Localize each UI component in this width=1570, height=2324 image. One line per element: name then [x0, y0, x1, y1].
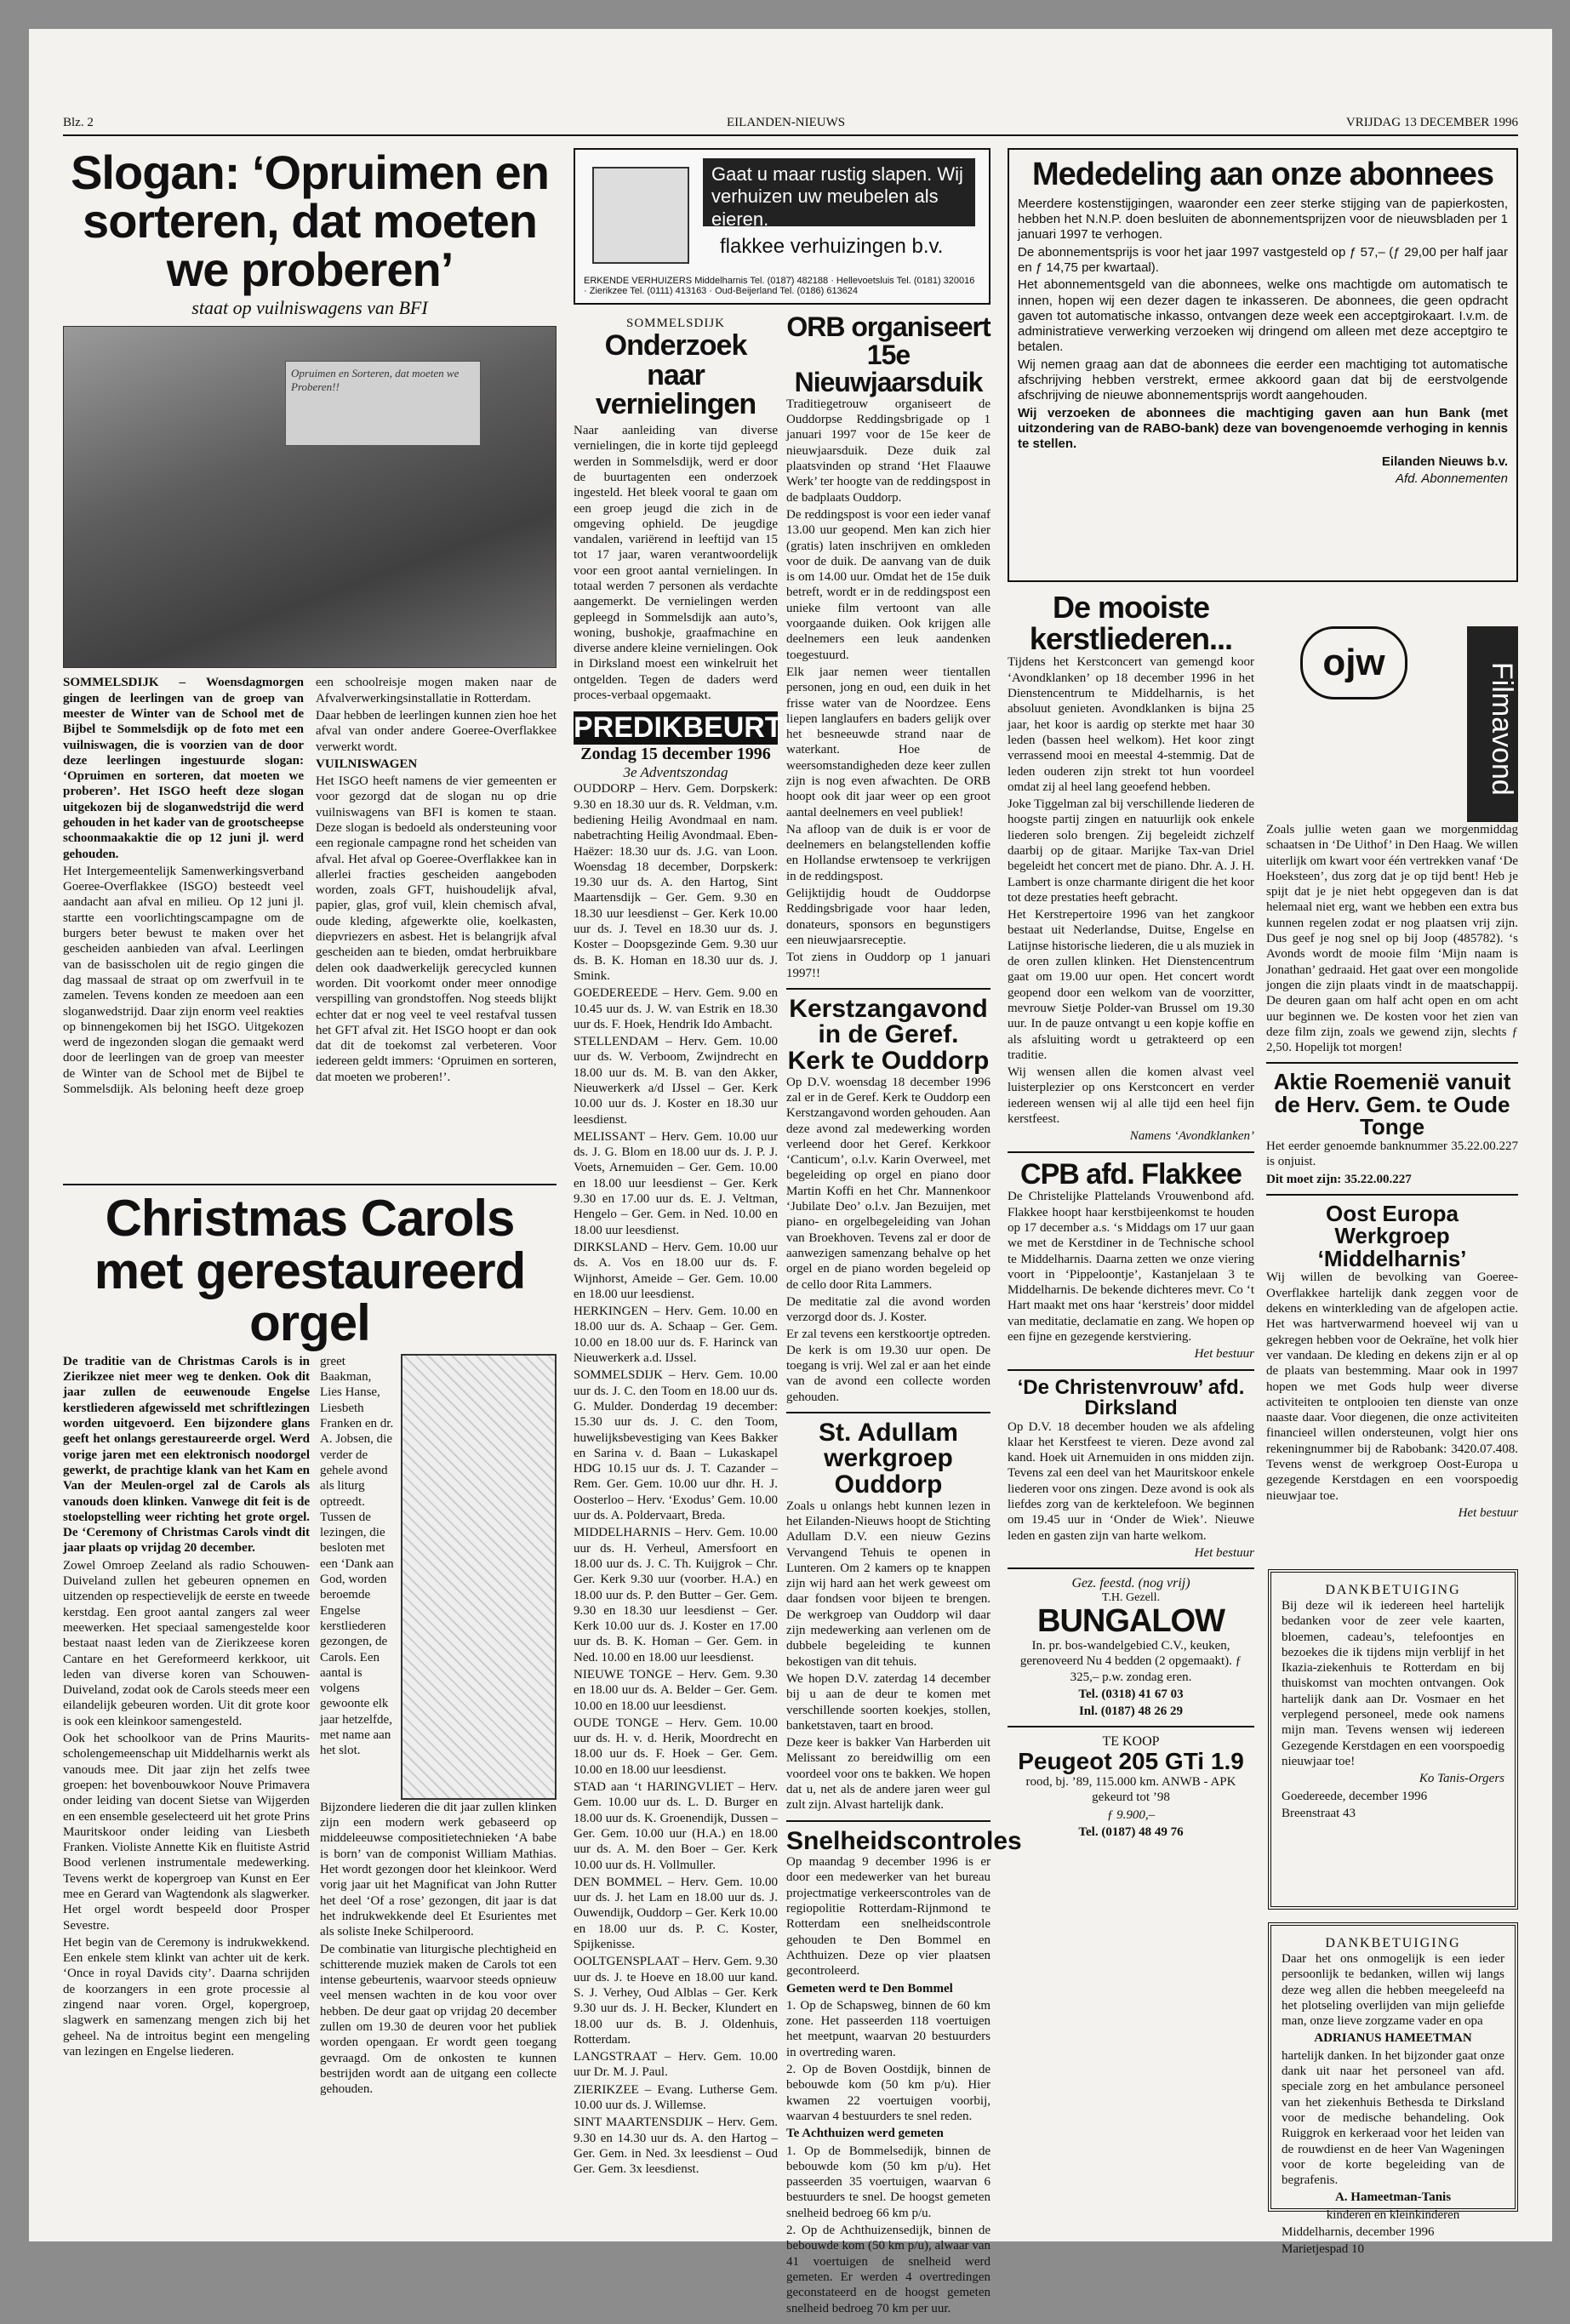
list-item: ZIERIKZEE – Evang. Lutherse Gem. 10.00 uur ds. J. Willemse. [574, 2082, 778, 2112]
snelheid-item: 1. Op de Schapsweg, binnen de 60 km zone. Het passeerden 118 voertuigen het meetpunt, waarvan 20 bestuurders in overtreding waren. [786, 1998, 991, 2059]
list-item: DEN BOMMEL – Herv. Gem. 10.00 uur ds. J. het Lam en 18.00 uur ds. J. Ouwendijk, Ouddorp – Ger. Kerk 10.00 en 18.00 uur ds. P. C. Koster, Spijkenisse. [574, 1875, 778, 1952]
slogan-article [63, 148, 557, 1177]
roemenie-correction: Dit moet zijn: 35.22.00.227 [1266, 1172, 1412, 1186]
divider [1008, 1151, 1254, 1153]
divider [786, 1820, 991, 1822]
slogan-subhead: VUILNISWAGEN [316, 757, 418, 771]
dank2-name: ADRIANUS HAMEETMAN [1314, 2031, 1472, 2046]
list-item: GOEDEREEDE – Herv. Gem. 9.00 en 10.45 uur ds. J. W. van Estrik en 18.30 uur ds. F. Hoek, Hendrik Ido Ambacht. [574, 986, 778, 1031]
carols-paragraph: De combinatie van liturgische plechtigheid en schitterende muziek maken de Carols tot een intense gebeurtenis, waarvoor steeds opnieuw veel mensen wachten in de kou voor over hebben. De deur gaat op vrijdag 20 december zullen om 19.30 de deuren voor het publiek worden opengaan. Er wordt geen toegang gevraagd. Om de onkosten te kunnen bestrijden wordt aan de uitgang een collecte gehouden. [320, 1942, 557, 2097]
snelheid-item: 1. Op de Bommelsedijk, binnen de bebouwde kom (50 km p/u). Het passeerden 35 voertuigen, waarvan 6 bestuurders te snel. De hoogst gemeten snelheid bedroeg 66 km p/u. [786, 2144, 991, 2220]
orb-headline: ORB organiseert 15e Nieuwjaarsduik [786, 311, 991, 398]
kerstliederen-signature: Namens ‘Avondklanken’ [1129, 1129, 1254, 1144]
slogan-paragraph: Het ISGO heeft namens de vier gemeenten er voor gezorgd dat de slogan nu op drie vuilniswagens van BFI is komen te staan. Deze slogan is bedoeld als ondersteuning voor een regionale campagne rond het scheiden van afval. Het afval op Goeree-Overflakkee kan in allerlei fracties gescheiden aangeboden worden, zoals GFT, huishoudelijk afval, papier, glas, grof vuil, klein chemisch afval, oude kleding, afgewerkte olie, koelkasten, diepvriezers en asbest. Het is belangrijk afval gescheiden aan te bieden, omdat herbruikbare delen ook daadwerkelijk gerecycled kunnen worden. Dit voorkomt onder meer onnodige verspilling van grondstoffen. Nog steeds blijkt echter dat er nog veel te veel restafval tussen het GFT afval zit. Het ISGO hoopt er dan ook dat dit de toekomst zal verbeteren. Voor iedereen geldt immers: ‘Opruimen en sorteren, dat moeten we proberen!’. [316, 774, 557, 1084]
right-col-b [1266, 592, 1518, 1682]
orb-paragraph: Gelijktijdig houdt de Ouddorpse Reddingsbrigade voor haar leden, donateurs, sponsors en begunstigers een nieuwjaarsreceptie. [786, 887, 991, 947]
bungalow-headline: BUNGALOW [1037, 1603, 1225, 1640]
carols-paragraph: Zowel Omroep Zeeland als radio Schouwen-Duiveland zullen het gebeuren opnemen en uitzenden op respectievelijk de eerste en tweede kerstdag. Een groot aantal zangers zal weer meewerken. Het speciaal samengestelde koor bestaat naast leden van de Zierikzeese koren Cantare en het Gereformeerd kerkkoor, uit leden van diverse koren van Schouwen-Duiveland, zodat ook de Carols steeds meer een eilandelijk gebeuren worden. Uit dit grote koor is ook een kleinkoor samengesteld. [63, 1558, 310, 1728]
filmavond-body: Zoals jullie weten gaan we morgenmiddag schaatsen in ‘De Uithof’ in Den Haag. We willen uiterlijk om kwart voor één vertrekken vanaf ‘De Hoeksteen’, dus zorg dat je op tijd bent! Heb je spijt dat je je niet hebt opgegeven dan is dat helemaal niet erg, want we hebben een extra bus kunnen regelen zodat er nog plaatsen vrij zijn. Dus geef je nog snel op bij Joop (485782). ‘s Avonds wordt de mooie film ‘Mijn naam is Jonathan’ gedraaid. Het gaat over een mongolide jongen die zijn plaats vindt in de maatschappij. De deuren gaan om half acht open en om acht uur beginnen we. De kosten voor het zien van deze film zijn, zoals we gewend zijn, slechts ƒ 2,50. Hopelijk tot morgen! [1266, 823, 1518, 1055]
carols-lead: De traditie van de Christmas Carols is in Zierikzee niet meer weg te denken. Ook dit jaar zullen de eeuwenoude Engelse kerstliederen afgewisseld met schriftlezingen worden uitgevoerd. Een bijzondere glans geeft het onlangs gerestaureerde orgel. Werd vorige jaren met een elektronisch noodorgel gewerkt, de prachtige klank van het Kam en Van der Meulen-orgel zal de Carols als vanouds doen klinken. Vanwege dit feit is de stoelopstelling weer richting het grote orgel. De ‘Ceremony of Christmas Carols vindt dit jaar plaats op vrijdag 20 december. [63, 1354, 310, 1556]
kerstzang-paragraph: Er zal tevens een kerstkoortje optreden. De kerk is om 19.30 uur open. De toegang is vrij. Wel zal er aan het einde van de avond een collecte worden gehouden. [786, 1328, 991, 1404]
ojw-logo: ojw [1300, 626, 1407, 699]
kerstzang-paragraph: Op D.V. woensdag 18 december 1996 zal er in de Geref. Kerk te Ouddorp een Kerstzangavond worden gehouden. Aan deze avond zal medewerking worden verleend door het Geref. Kerkkoor ‘Canticum’, o.l.v. Karin Overweel, met begeleiding op orgel en piano door Martin Koffi en het Chr. Mannenkoor ‘Jubilate Deo’ o.l.v. Jan Bezuijen, met piano- en orgelbegeleiding van Johan van Broekhoven. Tevens zal er door de aanwezigen samenzang behalve op het orgel en de piano worden begeleid op de cello door Rita Lammers. [786, 1075, 991, 1292]
snelheid-subhead: Te Achthuizen werd gemeten [786, 2127, 944, 2141]
carols-article [63, 1192, 557, 2324]
dank2-body2: hartelijk danken. In het bijzonder gaat onze dank uit naar het personeel van afd. speciale zorg en het ambulance personeel van het ziekenhuis Bethesda te Dirksland voor de medische behandeling. Ook Ruiggrok en kerkeraad voor het leiden van de rouwdienst en de heer Van Wageningen voor de korte begeleiding van de begrafenis. [1282, 2048, 1504, 2188]
list-item: SOMMELSDIJK – Herv. Gem. 10.00 uur ds. J. C. den Toom en 18.00 uur ds. G. Mulder. Donderdag 19 december: 15.30 uur ds. J. C. den Toom, huwelijksbevestiging van Kees Bakker en Sarina v. d. Baan – Lukaskapel HDG 10.15 uur ds. J. T. Cazander – Rem. Ger. Gem. 10.00 uur dhr. H. J. Oosterloo – Herv. ‘Exodus’ Gem. 10.00 uur ds. A. Poldervaart, Breda. [574, 1368, 778, 1523]
kerstzang-paragraph: De meditatie zal die avond worden verzorgd door ds. J. Koster. [786, 1294, 991, 1325]
mededeling-signature: Eilanden Nieuws b.v. [1381, 454, 1508, 469]
divider [786, 1412, 991, 1413]
paper-name: EILANDEN-NIEUWS [727, 116, 846, 129]
divider [1266, 1062, 1518, 1064]
stained-glass-illustration [401, 1354, 557, 1800]
list-item: OUDDORP – Herv. Gem. Dorpskerk: 9.30 en 18.30 uur ds. R. Veldman, v.m. bediening Heilig Avondmaal en nam. nabetrachting Heilig Avondmaal. Eben-Haëzer: 18.30 uur ds. J.G. van Loon. Woensdag 18 december, Dorpskerk: 19.30 uur ds. A. den Hartog, Sint Maartensdijk – Ger. Gem. 9.30 en 18.30 uur leesdienst – Ger. Kerk 10.00 uur ds. J. Tevel en 18.30 uur ds. J. Koster – Doopsgezinde Gem. 9.30 uur ds. B. K. Homan en 18.30 uur ds. J. Smink. [574, 782, 778, 983]
verhuizingen-ad [574, 148, 991, 305]
adullam-paragraph: We hopen D.V. zaterdag 14 december bij u aan de deur te komen met verschillende soorten koekjes, stollen, banketstaven, taart en brood. [786, 1671, 991, 1733]
column-middle [574, 148, 1022, 2315]
divider [786, 988, 991, 990]
divider [1008, 1567, 1254, 1569]
adullam-paragraph: Zoals u onlangs hebt kunnen lezen in het Eilanden-Nieuws hoopt de Stichting Adullam D.V. een nieuw Gezins Vervangend Tehuis te openen in Lunteren. Om 2 kamers op te knappen zijn wij hard aan het werk geweest om daar fondsen voor bijeen te brengen. De werkgroep van Ouddorp wil daar zijn medewerking aan verlenen om de dubbele begeleiding te kunnen bekostigen van dit tehuis. [786, 1499, 991, 1669]
list-item: OUDE TONGE – Herv. Gem. 10.00 uur ds. H. v. d. Herik, Moordrecht en 18.00 uur ds. F. Hoek – Ger. Gem. 10.00 en 18.00 uur leesdienst. [574, 1716, 778, 1777]
ad-company: flakkee verhuizingen b.v. [720, 235, 944, 258]
slogan-subtitle: staat op vuilniswagens van BFI [191, 297, 428, 319]
carols-body-right [320, 1354, 557, 2324]
mededeling-paragraph: Wij nemen graag aan dat de abonnees die eerder een machtiging tot automatische afschrijving hebben verstrekt, ermee akkoord gaan dat bij de eerstvolgende afschrijving de nieuwe abonnementsprijs wordt aangehouden. [1018, 357, 1508, 403]
snelheid-item: 2. Op de Boven Oostdijk, binnen de bebouwde kom (50 km p/u). Hier kwamen 22 voertuigen voorbij, waarvan 4 bestuurders te snel reden. [786, 2063, 991, 2123]
dank1-place: Goedereede, december 1996 [1282, 1789, 1428, 1803]
kerstliederen-paragraph: Tijdens het Kerstconcert van gemengd koor ‘Avondklanken’ op 18 december 1996 in het Dienstencentrum te Middelharnis, is het absoluut genieten. Avondklanken is bijna 25 jaar, het koor is aardig op sterkte met haar 30 leden (bassen heel welkom). Het koor zingt verrassend mooi en meestal 4-stemmig. Dat de leden ouderen zijn strekt tot hun voordeel omdat zij al heel lang geoefend hebben. [1008, 655, 1254, 794]
middle-right [786, 311, 1022, 2315]
predikbeurten-advent: 3e Adventszondag [623, 764, 728, 781]
dank1-title: DANKBETUIGING [1325, 1583, 1461, 1597]
christenvrouw-body: Op D.V. 18 december houden we als afdeling klaar het Kerstfeest te vieren. Deze avond zal kand. Hoek uit Arnemuiden in ons midden zijn. Tevens zal een deel van het Mauritskoor enkele liederen voor ons zingen. Deze avond is ook als liefdes zorg van de kerktelefoon. We beginnen om 19.45 uur in ‘Onder de Wiek’. Nieuwe leden en gasten zijn van harte welkom. [1008, 1419, 1254, 1543]
mededeling-box [1008, 148, 1518, 582]
list-item: NIEUWE TONGE – Herv. Gem. 9.30 en 18.00 uur ds. A. Belder – Ger. Gem. 10.00 en 18.00 uur leesdienst. [574, 1667, 778, 1713]
list-item: SINT MAARTENSDIJK – Herv. Gem. 9.30 en 14.30 uur ds. A. den Hartog – Ger. Gem. in Ned. 3x leesdienst – Oud Ger. Gem. 3x leesdienst. [574, 2116, 778, 2177]
predikbeurten-list [574, 781, 778, 2177]
bungalow-phone: Inl. (0187) 48 26 29 [1078, 1704, 1184, 1719]
slogan-lead: SOMMELSDIJK – Woensdagmorgen gingen de leerlingen van de groep van meester de Winter van de School met de Bijbel te Sommelsdijk op de foto met een vuilniswagen, die is voorzien van de door deze leerlingen ingestuurde slogan: ‘Opruimen en sorteren, dat moeten we proberen’. Het ISGO heeft deze slogan uitgekozen bij de sloganwedstrijd die werd gehouden in het kader van de grootscheepse schoonmaakaktie die op 12 juni jl. werd gehouden. [63, 676, 304, 861]
divider [1008, 1726, 1254, 1727]
page-header [63, 114, 1518, 136]
divider [1266, 1194, 1518, 1196]
list-item: MELISSANT – Herv. Gem. 10.00 uur ds. J. G. Blom en 18.00 uur ds. J. P. J. Voets, Arnemuiden – Ger. Gem. 10.00 en 18.00 uur leesdienst – Ger. Kerk 9.30 en 17.00 uur ds. E. J. Veltman, Hengelo – Ger. Gem. in Ned. 10.00 en 18.00 uur leesdienst. [574, 1129, 778, 1237]
slogan-paragraph: Het Intergemeentelijk Samenwerkingsverband Goeree-Overflakkee (ISGO) besteedt veel aandacht aan afval en milieu. Op 12 juni jl. startte een voorlichtingscampagne om de burgers beter bewust te maken over het gescheiden aanbieden van afval. Leerlingen van de basisscholen uit de regio gingen die dag massaal de straat op om zwerfvuil in te zamelen. Tevens konden ze meedoen aan een sloganwedstrijd. Daar zijn enorm veel reakties op binnengekomen bij het ISGO. Uitgekozen werd de ingezonden slogan die gemaakt werd door de leerlingen van de groep van meester de Winter van de School met de Bijbel te Sommelsdijk. Als beloning heeft deze groep een schoolreisje mogen maken naar de Afvalverwerkingsinstallatie in Rotterdam. [63, 676, 557, 1097]
ad-slogan: Gaat u maar rustig slapen. Wij verhuizen uw meubelen als eieren. [703, 158, 975, 226]
cpb-signature: Het bestuur [1194, 1347, 1254, 1362]
dankbetuiging-2 [1268, 1922, 1518, 2257]
carols-headline: Christmas Carols met gerestaureerd orgel [94, 1190, 526, 1351]
onderzoek-kicker: SOMMELSDIJK [625, 317, 725, 330]
snelheid-subhead: Gemeten werd te Den Bommel [786, 1981, 953, 1996]
mededeling-paragraph: Meerdere kostenstijgingen, waaronder een zeer sterke stijging van de papierkosten, hebben het N.N.P. doen besluiten de abonnementsprijzen voor de nieuwsbladen per 1 januari 1997 te verhogen. [1018, 196, 1508, 243]
page-number: Blz. 2 [63, 116, 94, 129]
mededeling-paragraph: Wij verzoeken de abonnees die machtiging gaven aan hun Bank (met uitzondering van de RABO-bank) deze van bovengenoemde verhoging in kennis te stellen. [1018, 405, 1508, 452]
peugeot-body: rood, bj. ’89, 115.000 km. ANWB - APK gekeurd tot ’98 [1025, 1774, 1236, 1805]
snelheid-item: 2. Op de Achthuizensedijk, binnen de bebouwde kom (50 km p/u), alwaar van 41 voertuigen de snelheid werd gemeten. Er werden 4 overtredingen geconstateerd en de hoogst gemeten snelheid bedroeg 70 km per uur. [786, 2224, 991, 2315]
list-item: DIRKSLAND – Herv. Gem. 10.00 uur ds. A. Vos en 18.00 uur ds. F. Wijnhorst, Ameide – Ger. Gem. 10.00 en 18.00 uur leesdienst. [574, 1240, 778, 1301]
orb-paragraph: Traditiegetrouw organiseert de Ouddorpse Reddingsbrigade op 1 januari 1997 voor de 15e keer de nieuwjaarsduik. Deze duik zal plaatsvinden op strand ‘Het Flaauwe Werk’ ter hoogte van de reddingspost in de badplaats Ouddorp. [786, 397, 991, 505]
kerstliederen-paragraph: Joke Tiggelman zal bij verschillende liederen de hoogste partij zingen en natuurlijk ook enkele liederen solo brengen. Zij begeleidt zichzelf daarbij op de gitaar. Marijke Tax-van Driel begeleidt het concert met de piano. Dhr. A. J. H. Lambert is onze charmante dirigent die het koor tot deze prestaties heeft gebracht. [1008, 797, 1254, 905]
peugeot-price: ƒ 9.900,– [1106, 1807, 1156, 1822]
bungalow-phone: Tel. (0318) 41 67 03 [1078, 1687, 1184, 1701]
snelheid-headline: Snelheidscontroles [786, 1826, 1022, 1855]
peugeot-phone: Tel. (0187) 48 49 76 [1078, 1824, 1184, 1839]
peugeot-headline: Peugeot 205 GTi 1.9 [1018, 1748, 1244, 1775]
kerstliederen-headline: De mooiste kerstliederen... [1029, 590, 1233, 656]
dankbetuiging-1 [1268, 1569, 1518, 1910]
mededeling-headline: Mededeling aan onze abonnees [1031, 157, 1494, 192]
slogan-body [63, 675, 557, 1177]
oosteuropa-body: Wij willen de bevolking van Goeree-Overflakkee hartelijk dank zeggen voor de dekens en winterkleding van de afgelopen actie. Het was hartverwarmend hoeveel wij van u gekregen hebben voor de Oekraïne, het volk hier ver vandaan. De kleding en dekens zijn er al op de plaats van bestemming. Maar ook in 1997 hopen we met Gods hulp weer diverse activiteiten te ontplooien ten dienste van onze naaste daar. Voor diegenen, die onze activiteiten financieel willen ondersteunen, volgt hier ons rekeningnummer bij de Rabobank: 3420.07.408. Tevens wenst de werkgroep Oost-Europa u gezegende Kerstdagen en een voorspoedig nieuwjaar toe. [1266, 1270, 1518, 1503]
mededeling-paragraph: De abonnementsprijs is voor het jaar 1997 vastgesteld op ƒ 57,– (ƒ 29,00 per half jaar en ƒ 14,75 per kwartaal). [1018, 244, 1508, 275]
kerstliederen-paragraph: Wij wensen allen die komen alvast veel luisterplezier op ons Kerstconcert en verder iedereen wensen wij al alle tijd een heel fijn kerstfeest. [1008, 1065, 1254, 1127]
right-col-a [1008, 590, 1254, 1839]
orb-paragraph: Elk jaar nemen weer tientallen personen, jong en oud, een duik in het frisse water van de Noordzee. Eens liepen langlaufers en baders gelijk over het besneeuwde strand naar de waterkant. Hoe de weersomstandigheden deze keer zullen zijn is nog even afwachten. De ORB hoopt ook dit jaar weer op een groot aantal deelnemers en veel publiek! [786, 665, 991, 819]
carols-side-text [320, 1354, 396, 1800]
divider [1008, 1369, 1254, 1371]
slogan-headline: Slogan: ‘Opruimen en sorteren, dat moeten we proberen’ [71, 146, 549, 297]
dank1-signature: Ko Tanis-Orgers [1419, 1772, 1504, 1786]
cpb-headline: CPB afd. Flakkee [1020, 1157, 1242, 1191]
mededeling-paragraph: Het abonnementsgeld van die abonnees, welke ons machtigde om automatisch te innen, hopen wij een dezer dagen te inkasseren. De abonnees, die geen opdracht gaven tot automatische inkasso, ontvangen deze week een acceptgirokaart. I.v.m. de administratieve verwerking verzoeken wij dringend om alleen met deze acceptgiro te betalen. [1018, 277, 1508, 355]
box-logo-icon [592, 167, 689, 264]
carols-paragraph: Ook het schoolkoor van de Prins Maurits-scholengemeenschap uit Middelharnis werkt als vanouds mee. Dit jaar zijn het zelfs twee groepen: het bovenbouwkoor Nouve Primavera onder leiding van docent Sietse van Wijgerden en een ensemble geselecteerd uit het grote Prins Mauritskoor onder leiding van Liesbeth Franken. Violiste Annette Kik en fluitiste Astrid Bood verlenen instrumentale medewerking. Tevens werkt de kopergroep van Kunst en Eer mee en Gerard van Wagtendonk als slagwerker. Het orgel wordt bespeeld door Prosper Sevestre. [63, 1732, 310, 1933]
carols-side-paragraph: greet Baakman, Lies Hanse, Liesbeth Franken en dr. A. Jobsen, die verder de gehele avond als liturg optreedt. Tussen de lezingen, die besloten met een ‘Dank aan God, worden beroemde Engelse kerstliederen gezongen, de Carols. Een aantal is volgens gewoonte elk jaar hetzelfde, met name aan het slot. [320, 1354, 394, 1758]
adullam-paragraph: Deze keer is bakker Van Harberden uit Melissant zo bereidwillig om een voordeel voor ons te bakken. We hopen dat u, net als de andere jaren weer gul zult zijn. Alvast hartelijk dank. [786, 1736, 991, 1813]
column-left [63, 148, 557, 2324]
bungalow-kicker2: T.H. Gezell. [1101, 1591, 1161, 1605]
christenvrouw-headline: ‘De Christenvrouw’ afd. Dirksland [1017, 1375, 1245, 1420]
oosteuropa-signature: Het bestuur [1458, 1505, 1518, 1520]
filmavond-vertical-title: Filmavond [1467, 626, 1518, 822]
dank2-address: Marietjespad 10 [1282, 2242, 1365, 2257]
christenvrouw-signature: Het bestuur [1194, 1545, 1254, 1560]
dank2-signature: A. Hameetman-Tanis [1334, 2190, 1452, 2205]
newspaper-page [29, 29, 1552, 2315]
dank2-place: Middelharnis, december 1996 [1282, 2225, 1435, 2240]
class-photo [63, 326, 557, 668]
orb-paragraph: Na afloop van de duik is er voor de deelnemers en belangstellenden koffie en Hollandse erwtensoep te verkrijgen in de reddingspost. [786, 822, 991, 883]
bungalow-body: In. pr. bos-wandelgebied C.V., keuken, gerenoveerd Nu 4 bedden (2 opgemaakt). ƒ 325,– p.w. zondag eren. [1019, 1638, 1242, 1684]
dank1-body: Bij deze wil ik iedereen heel hartelijk bedanken voor de zeer vele kaarten, bloemen, cadeau’s, telefoontjes en bezoekes die ik tijdens mijn verblijf in het Ikazia-ziekenhuis te Rotterdam en bij thuiskomst van mochten ontvangen. Ook hartelijk dank aan Dr. Vosmaer en het verplegend personeel, mede ook namens mijn man. Tevens wensen wij iedereen Gezegende Kerstdagen en een voorspoedig nieuwjaar toe! [1282, 1599, 1504, 1768]
truck-slogan-sign: Opruimen en Sorteren, dat moeten we Proberen!! [285, 361, 481, 446]
adullam-headline: St. Adullam werkgroep Ouddorp [819, 1418, 958, 1499]
roemenie-body: Het eerder genoemde banknummer 35.22.00.227 is onjuist. [1266, 1139, 1518, 1169]
bungalow-kicker: Gez. feestd. (nog vrij) [1071, 1576, 1190, 1591]
snelheid-paragraph: Op maandag 9 december 1996 is er door een medewerker van het bureau projectmatige verkeerscontroles van de regiopolitie Rotterdam-Rijnmond te Rotterdam een snelheidscontrole gehouden te Den Bommel en Achthuizen. Deze op vier plaatsen gecontroleerd. [786, 1855, 991, 1979]
list-item: STELLENDAM – Herv. Gem. 10.00 uur ds. W. Verboom, Zwijndrecht en 18.00 uur ds. M. B. van den Akker, Nieuwerkerk a/d IJssel – Ger. Kerk 10.00 uur ds. J. Koster en 18.30 uur leesdienst. [574, 1035, 778, 1127]
slogan-paragraph: Daar hebben de leerlingen kunnen zien hoe het afval van onder andere Goeree-Overflakkee verwerkt wordt. [316, 708, 557, 754]
orb-paragraph: Tot ziens in Ouddorp op 1 januari 1997!! [786, 951, 991, 980]
predikbeurten-headline: PREDIKBEURTEN [574, 711, 823, 745]
onderzoek-headline: Onderzoek naar vernielingen [595, 329, 756, 421]
predikbeurten-date: Zondag 15 december 1996 [580, 745, 771, 764]
carols-body-left [63, 1354, 310, 2324]
list-item: HERKINGEN – Herv. Gem. 10.00 en 18.00 uur ds. A. Schaap – Ger. Gem. 10.00 en 18.00 uur ds. F. Harinck van Nieuwerkerk a.d. IJssel. [574, 1305, 778, 1366]
list-item: LANGSTRAAT – Herv. Gem. 10.00 uur Dr. M. J. Paul. [574, 2050, 778, 2080]
dank2-signature2: kinderen en kleinkinderen [1326, 2207, 1460, 2222]
dank2-body: Daar het ons onmogelijk is een ieder persoonlijk te bedanken, willen wij langs deze weg allen die hebben meegeleefd na het plotseling overlijden van mijn geliefde man, onze lieve zorgzame vader en opa [1282, 1952, 1504, 2029]
peugeot-kicker: TE KOOP [1102, 1734, 1160, 1750]
carols-paragraph: Bijzondere liederen die dit jaar zullen klinken zijn een modern werk gebaseerd op middeleeuwse compositietechnieken ‘A babe is born’ van de componist William Mathias. Het wordt gezongen door het kleinkoor. Werd vorig jaar uit het Magnificat van John Rutter het deel ‘Of a rose’ gezongen, dit jaar is dat het indrukwekkende deel Et Esurientes met als soliste Ineke Schilperoord. [320, 1800, 557, 1939]
carols-paragraph: Het begin van de Ceremony is indrukwekkend. Een enkele stem klinkt van achter uit de kerk. ‘Once in royal Davids city’. Daarna schrijden de koorzangers in een grote processie al zingend naar voren. Orgel, kopergroep, slagwerk en samenzang mengen zich bij het geheel. Na de introitus begint een mengeling van lezingen en Engelse liederen. [63, 1935, 310, 2058]
list-item: MIDDELHARNIS – Herv. Gem. 10.00 uur ds. H. Verheul, Amersfoort en 18.00 uur ds. J. C. Th. Kuijgrok – Chr. Ger. Kerk 9.30 uur (voorber. H.A.) en 18.00 uur ds. P. den Butter – Ger. Gem. 9.30 en 18.30 uur leesdienst – Ger. Kerk 10.00 uur ds. J. Koster en 17.00 uur ds. B. K. Homan – Ger. Gem. in Ned. 10.00 en 18.00 uur leesdienst. [574, 1526, 778, 1664]
ad-footer: ERKENDE VERHUIZERS Middelharnis Tel. (0187) 482188 · Hellevoetsluis Tel. (0181) 320016 · Zierikzee Tel. (0111) 413163 · Oud-Beijerland Tel. (0186) 613624 [584, 276, 975, 296]
divider [63, 1184, 557, 1185]
mededeling-signature-dept: Afd. Abonnementen [1395, 471, 1508, 486]
kerstzang-headline: Kerstzangavond in de Geref. Kerk te Ouddorp [787, 994, 990, 1076]
orb-paragraph: De reddingspost is voor een ieder vanaf 13.00 uur geopend. Men kan zich hier (gratis) laten inschrijven en omkleden voor de duik. De aanvang van de duik is om 14.00 uur. Omdat het de 15e duik betreft, wordt er in de reddingspost een unieke film vertoont van alle voorgaande duiken. Ook krijgen alle deelnemers een leuk aandenken toegestuurd. [786, 507, 991, 662]
list-item: OOLTGENSPLAAT – Herv. Gem. 9.30 uur ds. J. te Hoeve en 18.00 uur kand. S. J. Verhey, Oud Alblas – Ger. Kerk 9.30 uur ds. J. H. Becker, Klundert en 18.00 uur ds. B. J. Oldenhuis, Rotterdam. [574, 1955, 778, 2047]
onderzoek-body: Naar aanleiding van diverse vernielingen, die in korte tijd gepleegd werden in Sommelsdijk, werd er door de buurtagenten een onderzoek ingesteld. Het bleek vooral te gaan om een groep jeugd die zich in de omgeving ophield. De jeugdige vandalen, variërend in leeftijd van 15 tot 17 jaar, waren verantwoordelijk voor een groot aantal vernielingen. In totaal werden 7 personen als verdachte aangemerkt. De vernielingen werden gepleegd in Sommelsdijk aan auto’s, woning, bushokje, graafmachine en diverse andere kleine vernielingen. Ook in Dirksland moest een winkelruit het ontgelden. Tegen de daders werd proces-verbaal opgemaakt. [574, 424, 778, 703]
dank2-title: DANKBETUIGING [1325, 1936, 1461, 1950]
cpb-body: De Christelijke Plattelands Vrouwenbond afd. Flakkee hoopt haar kerstbijeenkomst te houden op 17 december a.s. ‘s Middags om 17 uur gaan we met de Kerstdiner in de Technische school te Middelharnis. Daarna zetten we onze viering voort in ‘Pippeloontje’, Kastanjelaan 3 te Middelharnis. De bekende dichteres mevr. Co ‘t Hart maakt met ons haar ‘kerstreis’ door middel van meditatie, declamatie en zang. We hopen op een fijne en gezegende kerstviering. [1008, 1190, 1254, 1344]
roemenie-headline: Aktie Roemenië vanuit de Herv. Gem. te Oude Tonge [1273, 1069, 1511, 1140]
list-item: STAD aan ‘t HARINGVLIET – Herv. Gem. 10.00 uur ds. L. D. Burger en 18.00 uur ds. K. Groenendijk, Dussen – Ger. Gem. 10.00 uur (H.A.) en 18.00 uur ds. A. M. den Boer – Ger. Kerk 10.00 uur ds. H. Vollmuller. [574, 1780, 778, 1872]
oosteuropa-headline: Oost Europa Werkgroep ‘Middelharnis’ [1317, 1200, 1467, 1271]
middle-left [574, 313, 823, 2253]
kerstliederen-paragraph: Het Kerstrepertoire 1996 van het zangkoor bestaat uit Nederlandse, Duitse, Engelse en Latijnse historische liederen, die u als muziek in de oren zullen klinken. Het Dienstencentrum gaat om 19.00 uur open. Het concert wordt geopend door een welkom van de voorzitter, mevrouw Sietje Polder-van Brussel om 19.30 uur. In de pauze ontvangt u een kopje koffie en als afsluiting wordt u getrakteerd op een traditie. [1008, 908, 1254, 1062]
issue-date: VRIJDAG 13 DECEMBER 1996 [1345, 116, 1518, 129]
dank1-address: Breenstraat 43 [1282, 1806, 1356, 1820]
